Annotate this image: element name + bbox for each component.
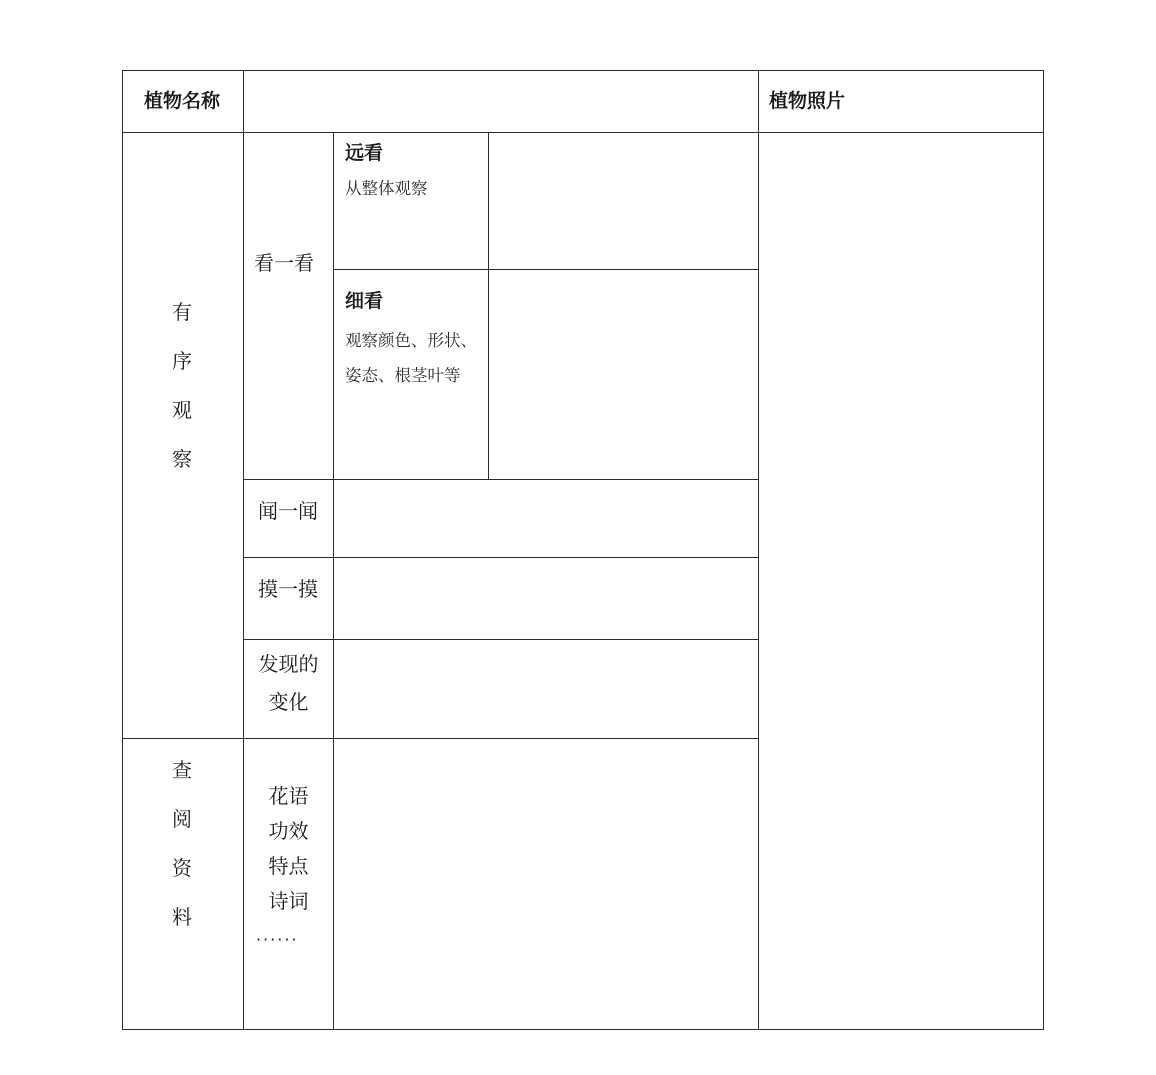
observe-char: 有	[172, 300, 192, 324]
near-look-title: 细看	[345, 290, 384, 312]
near-look-hint-line2: 姿态、根茎叶等	[345, 366, 461, 385]
observe-section-label	[168, 302, 196, 469]
touch-field[interactable]	[334, 558, 758, 639]
plant-name-field[interactable]	[244, 71, 758, 132]
research-char: 料	[172, 905, 192, 929]
far-look-title: 远看	[345, 142, 384, 164]
change-field[interactable]	[334, 640, 758, 738]
research-char: 查	[172, 758, 192, 782]
far-look-field[interactable]	[489, 133, 758, 269]
research-topic: 特点	[268, 854, 309, 878]
smell-field[interactable]	[334, 480, 758, 557]
observe-char: 察	[172, 447, 192, 471]
touch-label: 摸一摸	[258, 577, 318, 601]
table-border-right	[1043, 70, 1044, 1030]
smell-label: 闻一闻	[258, 499, 318, 523]
research-topics	[244, 786, 333, 911]
research-topic: 诗词	[268, 889, 309, 913]
research-ellipsis: ······	[256, 930, 299, 949]
far-look-hint: 从整体观察	[345, 179, 428, 198]
near-look-field[interactable]	[489, 270, 758, 479]
research-field[interactable]	[334, 739, 758, 1029]
research-char: 阅	[172, 807, 192, 831]
near-look-hint-line1: 观察颜色、形状、	[345, 331, 477, 350]
research-section-label	[168, 760, 196, 927]
change-label-line1: 发现的	[258, 652, 319, 676]
plant-photo-area[interactable]	[759, 133, 1043, 1029]
research-char: 资	[172, 856, 192, 880]
change-label	[244, 654, 333, 712]
research-topic: 功效	[268, 819, 309, 843]
observe-char: 序	[172, 349, 192, 373]
change-label-line2: 变化	[268, 690, 309, 714]
table-border-bottom	[122, 1029, 1044, 1030]
plant-photo-label: 植物照片	[769, 90, 846, 112]
table-border-left	[122, 70, 123, 1030]
observe-char: 观	[172, 398, 192, 422]
research-topic: 花语	[268, 784, 309, 808]
plant-name-label: 植物名称	[144, 90, 221, 112]
look-label: 看一看	[254, 251, 314, 275]
